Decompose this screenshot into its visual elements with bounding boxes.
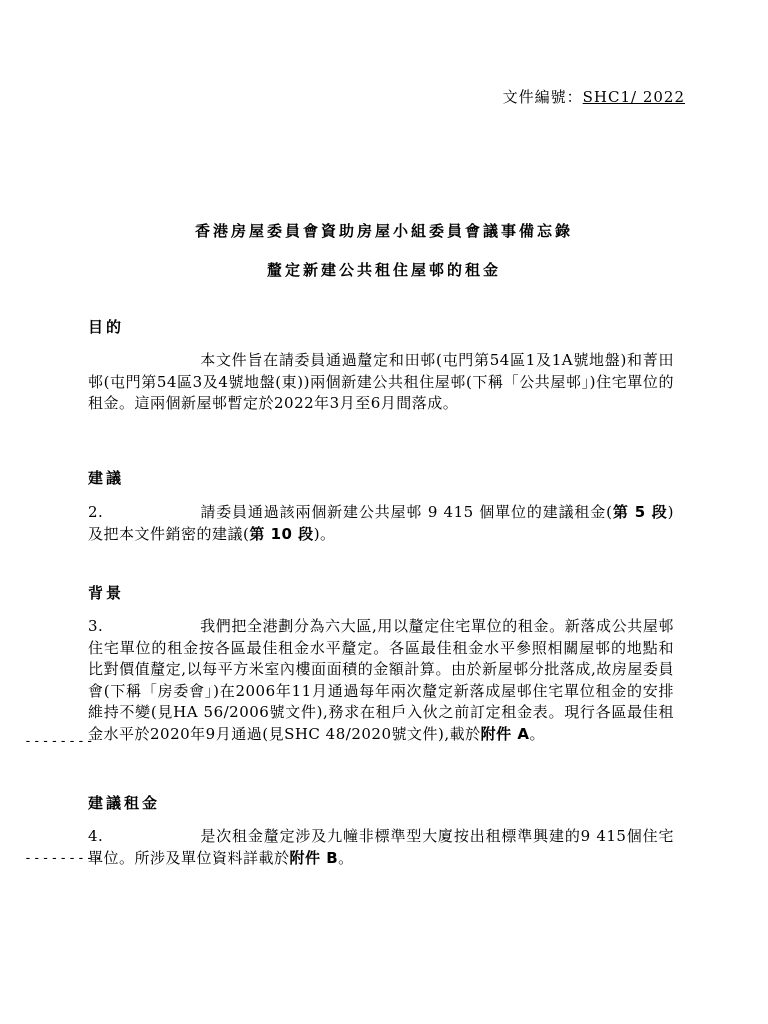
heading-purpose: 目的 <box>88 318 125 336</box>
document-subtitle: 釐定新建公共租住屋邨的租金 <box>266 261 501 279</box>
recommendation-text: 請委員通過該兩個新建公共屋邨 9 415 個單位的建議租金( <box>200 503 613 521</box>
margin-marker-annex-a: -------- <box>24 734 95 749</box>
margin-marker-annex-b: --------- <box>24 851 104 866</box>
document-title: 香港房屋委員會資助房屋小組委員會議事備忘錄 <box>194 222 573 240</box>
recommendation-ref-para10: 第 10 段 <box>249 524 314 543</box>
paragraph-proposed-rent <box>88 826 674 869</box>
heading-recommendation: 建議 <box>88 469 125 487</box>
recommendation-text: )及把本文件銷密的建議( <box>88 503 674 543</box>
annex-a-ref: 附件 A <box>480 724 530 743</box>
proposed-rent-text: 是次租金釐定涉及九幢非標準型大廈按出租標準興建的9 415個住宅單位。所涉及單位資料詳載於 <box>88 827 674 867</box>
reference-code: SHC1/ 2022 <box>582 88 685 106</box>
paragraph-recommendation <box>88 502 674 545</box>
background-text: 。 <box>529 724 545 743</box>
paragraph-purpose <box>88 350 674 415</box>
paragraph-background <box>88 616 674 745</box>
reference-label: 文件編號： <box>502 88 583 106</box>
document-reference <box>503 86 685 107</box>
recommendation-text: )。 <box>313 524 336 543</box>
heading-proposed-rent: 建議租金 <box>88 794 161 812</box>
heading-background: 背景 <box>88 584 125 602</box>
paragraph-number: 2. <box>88 503 104 521</box>
background-text: 我們把全港劃分為六大區,用以釐定住宅單位的租金。新落成公共屋邨住宅單位的租金按各區最佳租金水平釐定。各區最佳租金水平參照相關屋邨的地點和比對價值釐定,以每平方米室內樓面面積的金額計算。由於新屋邨分批落成,故房屋委員會(下稱「房委會」)在2006年11月通過每年兩次釐定新落成屋邨住宅單位租金的安排維持不變(見HA 56/2006號文件),務求在租戶入伙之前訂定租金表。現行各區最佳租金水平於2020年9月通過(見SHC 48/2020號文件),載於 <box>88 617 674 743</box>
purpose-text: 本文件旨在請委員通過釐定和田邨(屯門第54區1及1A號地盤)和菁田邨(屯門第54區3及4號地盤(東))兩個新建公共租住屋邨(下稱「公共屋邨」)住宅單位的租金。這兩個新屋邨暫定於2022年3月至6月間落成。 <box>88 351 674 412</box>
proposed-rent-text: 。 <box>338 848 354 867</box>
paragraph-number: 4. <box>88 827 104 845</box>
recommendation-ref-para5: 第 5 段 <box>612 503 668 521</box>
paragraph-number: 3. <box>88 617 104 635</box>
annex-b-ref: 附件 B <box>289 848 339 867</box>
